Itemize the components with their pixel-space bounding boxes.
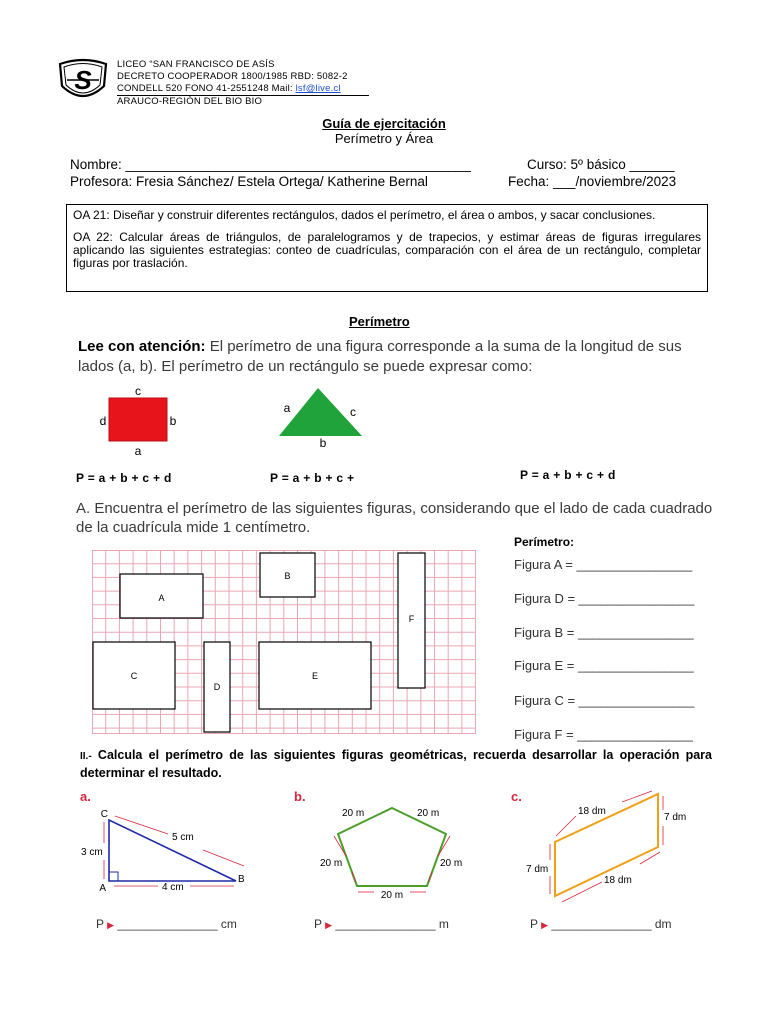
parallelogram-figure	[522, 790, 702, 908]
square-label-left: d	[99, 414, 107, 428]
pentagon-side-bottom: 20 m	[380, 890, 404, 901]
perimeter-section-title: Perímetro	[349, 314, 410, 329]
figure-b-label: B	[284, 571, 291, 581]
answer-figure-f[interactable]: Figura F = ________________	[514, 727, 693, 742]
formula-rectangle: P = a + b + c + d	[76, 471, 172, 485]
objective-oa21: OA 21: Diseñar y construir diferentes rectángulos, dados el perímetro, el área o ambos, y sacar conclusiones.	[73, 208, 656, 222]
part-ii-instruction: II.- Calcula el perímetro de las siguientes figuras geométricas, recuerda desarrollar la operación para determinar el resultado.	[80, 748, 712, 780]
grid-svg	[92, 550, 476, 734]
pentagon-side-right: 20 m	[440, 858, 463, 869]
school-email-link[interactable]: lsf@live.cl	[295, 83, 341, 94]
course-field[interactable]: Curso: 5º básico ______	[527, 157, 675, 172]
parallelogram-bottom: 18 dm	[604, 875, 632, 886]
answer-figure-c[interactable]: Figura C = ________________	[514, 693, 695, 708]
answer-a[interactable]: P ▶ _______________ cm	[96, 917, 237, 931]
school-decree: DECRETO COOPERADOR 1800/1985 RBD: 5082-2	[117, 71, 348, 82]
rectangle-example	[92, 384, 192, 460]
figure-label-b: b.	[294, 789, 306, 804]
side-ab-label: 4 cm	[162, 882, 184, 893]
answer-figure-b[interactable]: Figura B = ________________	[514, 625, 694, 640]
figure-a-label: A	[158, 593, 165, 603]
square-label-bottom: a	[134, 444, 142, 458]
answer-figure-d[interactable]: Figura D = ________________	[514, 591, 695, 606]
square-label-right: b	[169, 414, 177, 428]
school-name: LICEO “SAN FRANCISCO DE ASÍS	[117, 59, 275, 70]
figure-label-c: c.	[511, 789, 522, 804]
vertex-b: B	[238, 874, 245, 885]
vertex-a: A	[99, 883, 106, 894]
guide-subtitle: Perímetro y Área	[334, 131, 434, 146]
red-arrow-icon: ▶	[325, 920, 333, 930]
vertex-c: C	[100, 809, 108, 820]
side-ac-label: 3 cm	[81, 847, 103, 858]
parallelogram-top: 18 dm	[578, 806, 606, 817]
pentagon-side-top-right: 20 m	[417, 808, 440, 819]
parallelogram-right: 7 dm	[664, 812, 687, 823]
formula-triangle: P = a + b + c +	[270, 471, 355, 485]
answer-figure-e[interactable]: Figura E = ________________	[514, 658, 694, 673]
guide-title: Guía de ejercitación	[322, 116, 446, 131]
figure-f-label: F	[408, 614, 415, 624]
answer-b[interactable]: P ▶ _______________ m	[314, 917, 449, 931]
square-label-top: c	[135, 384, 141, 398]
triangle-label-right: c	[350, 405, 356, 419]
date-field[interactable]: Fecha: ___/noviembre/2023	[508, 174, 677, 189]
side-cb-label: 5 cm	[172, 832, 194, 843]
school-logo	[56, 58, 110, 104]
school-header	[117, 59, 417, 108]
figure-d-label: D	[213, 682, 221, 692]
objective-oa22: OA 22: Calcular áreas de triángulos, de paralelogramos y de trapecios, y estimar áreas de figuras irregulares aplicando las siguientes estrategias: conteo de cuadrículas, comparación con el área de un rectángulo, completar figuras por traslación.	[73, 230, 701, 270]
perimeter-answers-title: Perímetro:	[514, 535, 575, 549]
read-carefully-text: Lee con atención: El perímetro de una figura corresponde a la suma de la longitud de sus lados (a, b). El perímetro de un rectángulo se puede expresar como:	[78, 338, 682, 375]
pentagon-side-left: 20 m	[320, 858, 343, 869]
part-ii-numeral: II.-	[80, 751, 92, 762]
triangle-label-bottom: b	[319, 436, 327, 448]
right-triangle-figure	[78, 800, 258, 896]
figure-e-label: E	[311, 671, 319, 681]
answer-figure-a[interactable]: Figura A = ________________	[514, 557, 693, 572]
red-arrow-icon: ▶	[541, 920, 549, 930]
part-a-instruction: A. Encuentra el perímetro de las siguientes figuras, considerando que el lado de cada cuadrado de la cuadrícula mide 1 centímetro.	[76, 500, 713, 536]
pentagon-figure	[316, 800, 468, 910]
parallelogram-left: 7 dm	[526, 864, 549, 875]
objectives-box	[66, 204, 708, 292]
pentagon-side-top-left: 20 m	[342, 808, 365, 819]
triangle-label-left: a	[283, 401, 291, 415]
teacher-field: Profesora: Fresia Sánchez/ Estela Ortega/ Katherine Bernal	[70, 174, 428, 189]
grid-figures	[92, 550, 476, 734]
triangle-example	[270, 384, 370, 448]
figure-c-label: C	[130, 671, 138, 681]
red-arrow-icon: ▶	[107, 920, 115, 930]
school-region: ARAUCO-REGIÓN DEL BIO BIO	[117, 95, 369, 108]
school-address: CONDELL 520 FONO 41-2551248 Mail: lsf@live.cl	[117, 83, 341, 94]
formula-general: P = a + b + c + d	[520, 468, 616, 482]
name-field[interactable]: Nombre: ______________________________________________	[70, 157, 471, 172]
logo-letter: S	[74, 65, 92, 95]
red-square	[109, 398, 167, 441]
figure-label-a: a.	[80, 789, 91, 804]
answer-c[interactable]: P ▶ _______________ dm	[530, 917, 672, 931]
